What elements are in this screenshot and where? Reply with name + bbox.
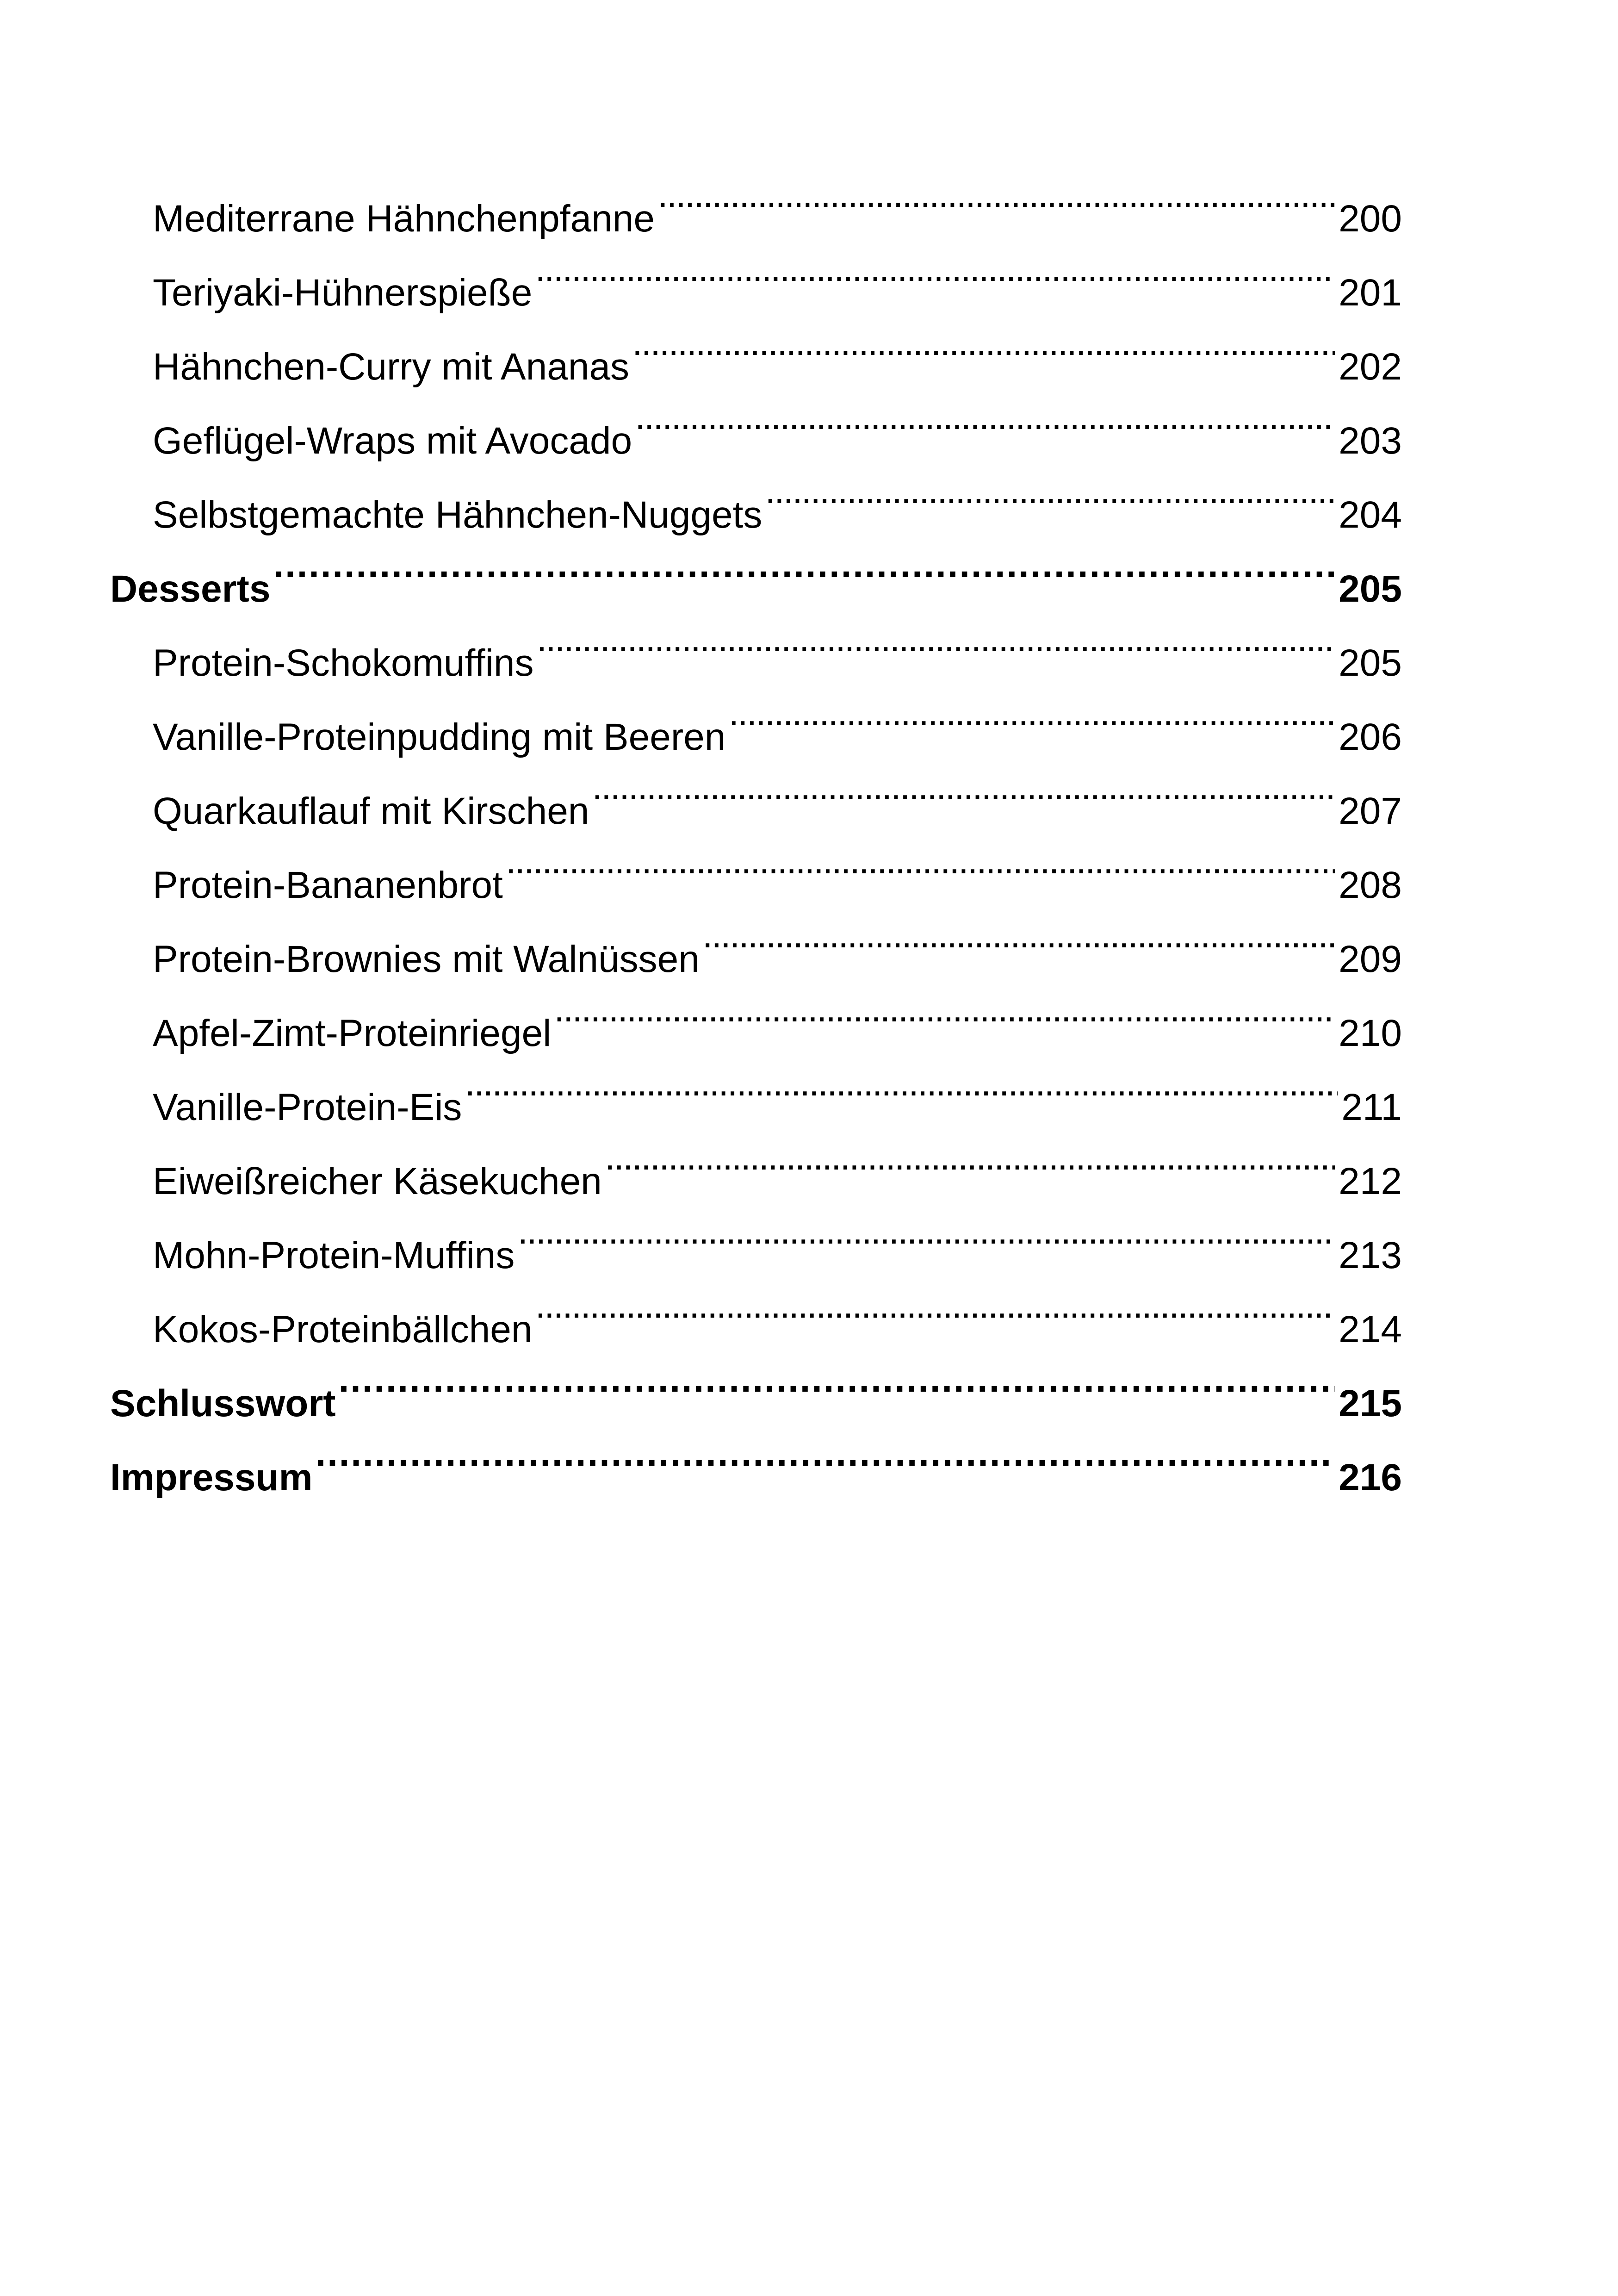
- toc-dot-leader: [765, 454, 1335, 528]
- toc-entry-page: 205: [1339, 642, 1402, 684]
- toc-entry-page: 214: [1339, 1308, 1402, 1350]
- toc-dot-leader: [273, 528, 1335, 602]
- toc-dot-leader: [465, 1046, 1338, 1120]
- toc-entry[interactable]: [110, 602, 1402, 684]
- toc-entry-title: Apfel-Zimt-Proteinriegel: [153, 1012, 552, 1054]
- toc-entry-title: Vanille-Protein-Eis: [153, 1086, 462, 1128]
- toc-entry-page: 201: [1339, 272, 1402, 314]
- toc-entry-page: 210: [1339, 1012, 1402, 1054]
- toc-chapter-page: 215: [1339, 1382, 1402, 1425]
- toc-entry-title: Vanille-Proteinpudding mit Beeren: [153, 716, 726, 758]
- toc-dot-leader: [605, 1120, 1335, 1194]
- toc-dot-leader: [702, 898, 1335, 972]
- toc-dot-leader: [657, 157, 1335, 231]
- toc-chapter-entry[interactable]: [110, 528, 1402, 610]
- toc-dot-leader: [554, 972, 1335, 1046]
- toc-dot-leader: [535, 231, 1335, 305]
- toc-dot-leader: [517, 1194, 1335, 1268]
- toc-entry-page: 202: [1339, 346, 1402, 388]
- toc-dot-leader: [728, 676, 1335, 750]
- toc-entry-title: Protein-Schokomuffins: [153, 642, 534, 684]
- toc-entry-page: 209: [1339, 938, 1402, 980]
- table-of-contents: [110, 157, 1402, 1499]
- toc-dot-leader: [506, 824, 1335, 898]
- toc-entry-title: Protein-Brownies mit Walnüssen: [153, 938, 700, 980]
- toc-entry-title: Hähnchen-Curry mit Ananas: [153, 346, 630, 388]
- toc-entry-title: Teriyaki-Hühnerspieße: [153, 272, 533, 314]
- toc-dot-leader: [592, 750, 1335, 824]
- toc-entry-title: Quarkauflauf mit Kirschen: [153, 790, 589, 832]
- toc-entry-page: 206: [1339, 716, 1402, 758]
- toc-dot-leader: [536, 602, 1335, 676]
- toc-entry-title: Eiweißreicher Käsekuchen: [153, 1160, 602, 1202]
- toc-chapter-title: Schlusswort: [110, 1382, 336, 1425]
- toc-dot-leader: [339, 1342, 1335, 1416]
- toc-entry-title: Kokos-Proteinbällchen: [153, 1308, 533, 1350]
- toc-entry-title: Mohn-Protein-Muffins: [153, 1234, 515, 1276]
- toc-dot-leader: [316, 1416, 1335, 1490]
- toc-entry-page: 200: [1339, 198, 1402, 240]
- toc-entry-page: 212: [1339, 1160, 1402, 1202]
- toc-chapter-page: 216: [1339, 1456, 1402, 1499]
- toc-entry-page: 203: [1339, 420, 1402, 462]
- toc-entry-title: Selbstgemachte Hähnchen-Nuggets: [153, 494, 763, 536]
- toc-chapter-page: 205: [1339, 568, 1402, 610]
- toc-entry-title: Geflügel-Wraps mit Avocado: [153, 420, 632, 462]
- toc-entry-page: 211: [1341, 1086, 1402, 1128]
- toc-chapter-title: Impressum: [110, 1456, 313, 1499]
- toc-dot-leader: [632, 305, 1335, 380]
- toc-dot-leader: [535, 1268, 1335, 1342]
- toc-entry[interactable]: [110, 157, 1402, 240]
- toc-entry-page: 208: [1339, 864, 1402, 906]
- toc-dot-leader: [635, 380, 1335, 454]
- toc-entry-page: 204: [1339, 494, 1402, 536]
- toc-entry-title: Mediterrane Hähnchenpfanne: [153, 198, 655, 240]
- toc-entry-title: Protein-Bananenbrot: [153, 864, 503, 906]
- toc-entry-page: 207: [1339, 790, 1402, 832]
- toc-entry-page: 213: [1339, 1234, 1402, 1276]
- toc-chapter-title: Desserts: [110, 568, 271, 610]
